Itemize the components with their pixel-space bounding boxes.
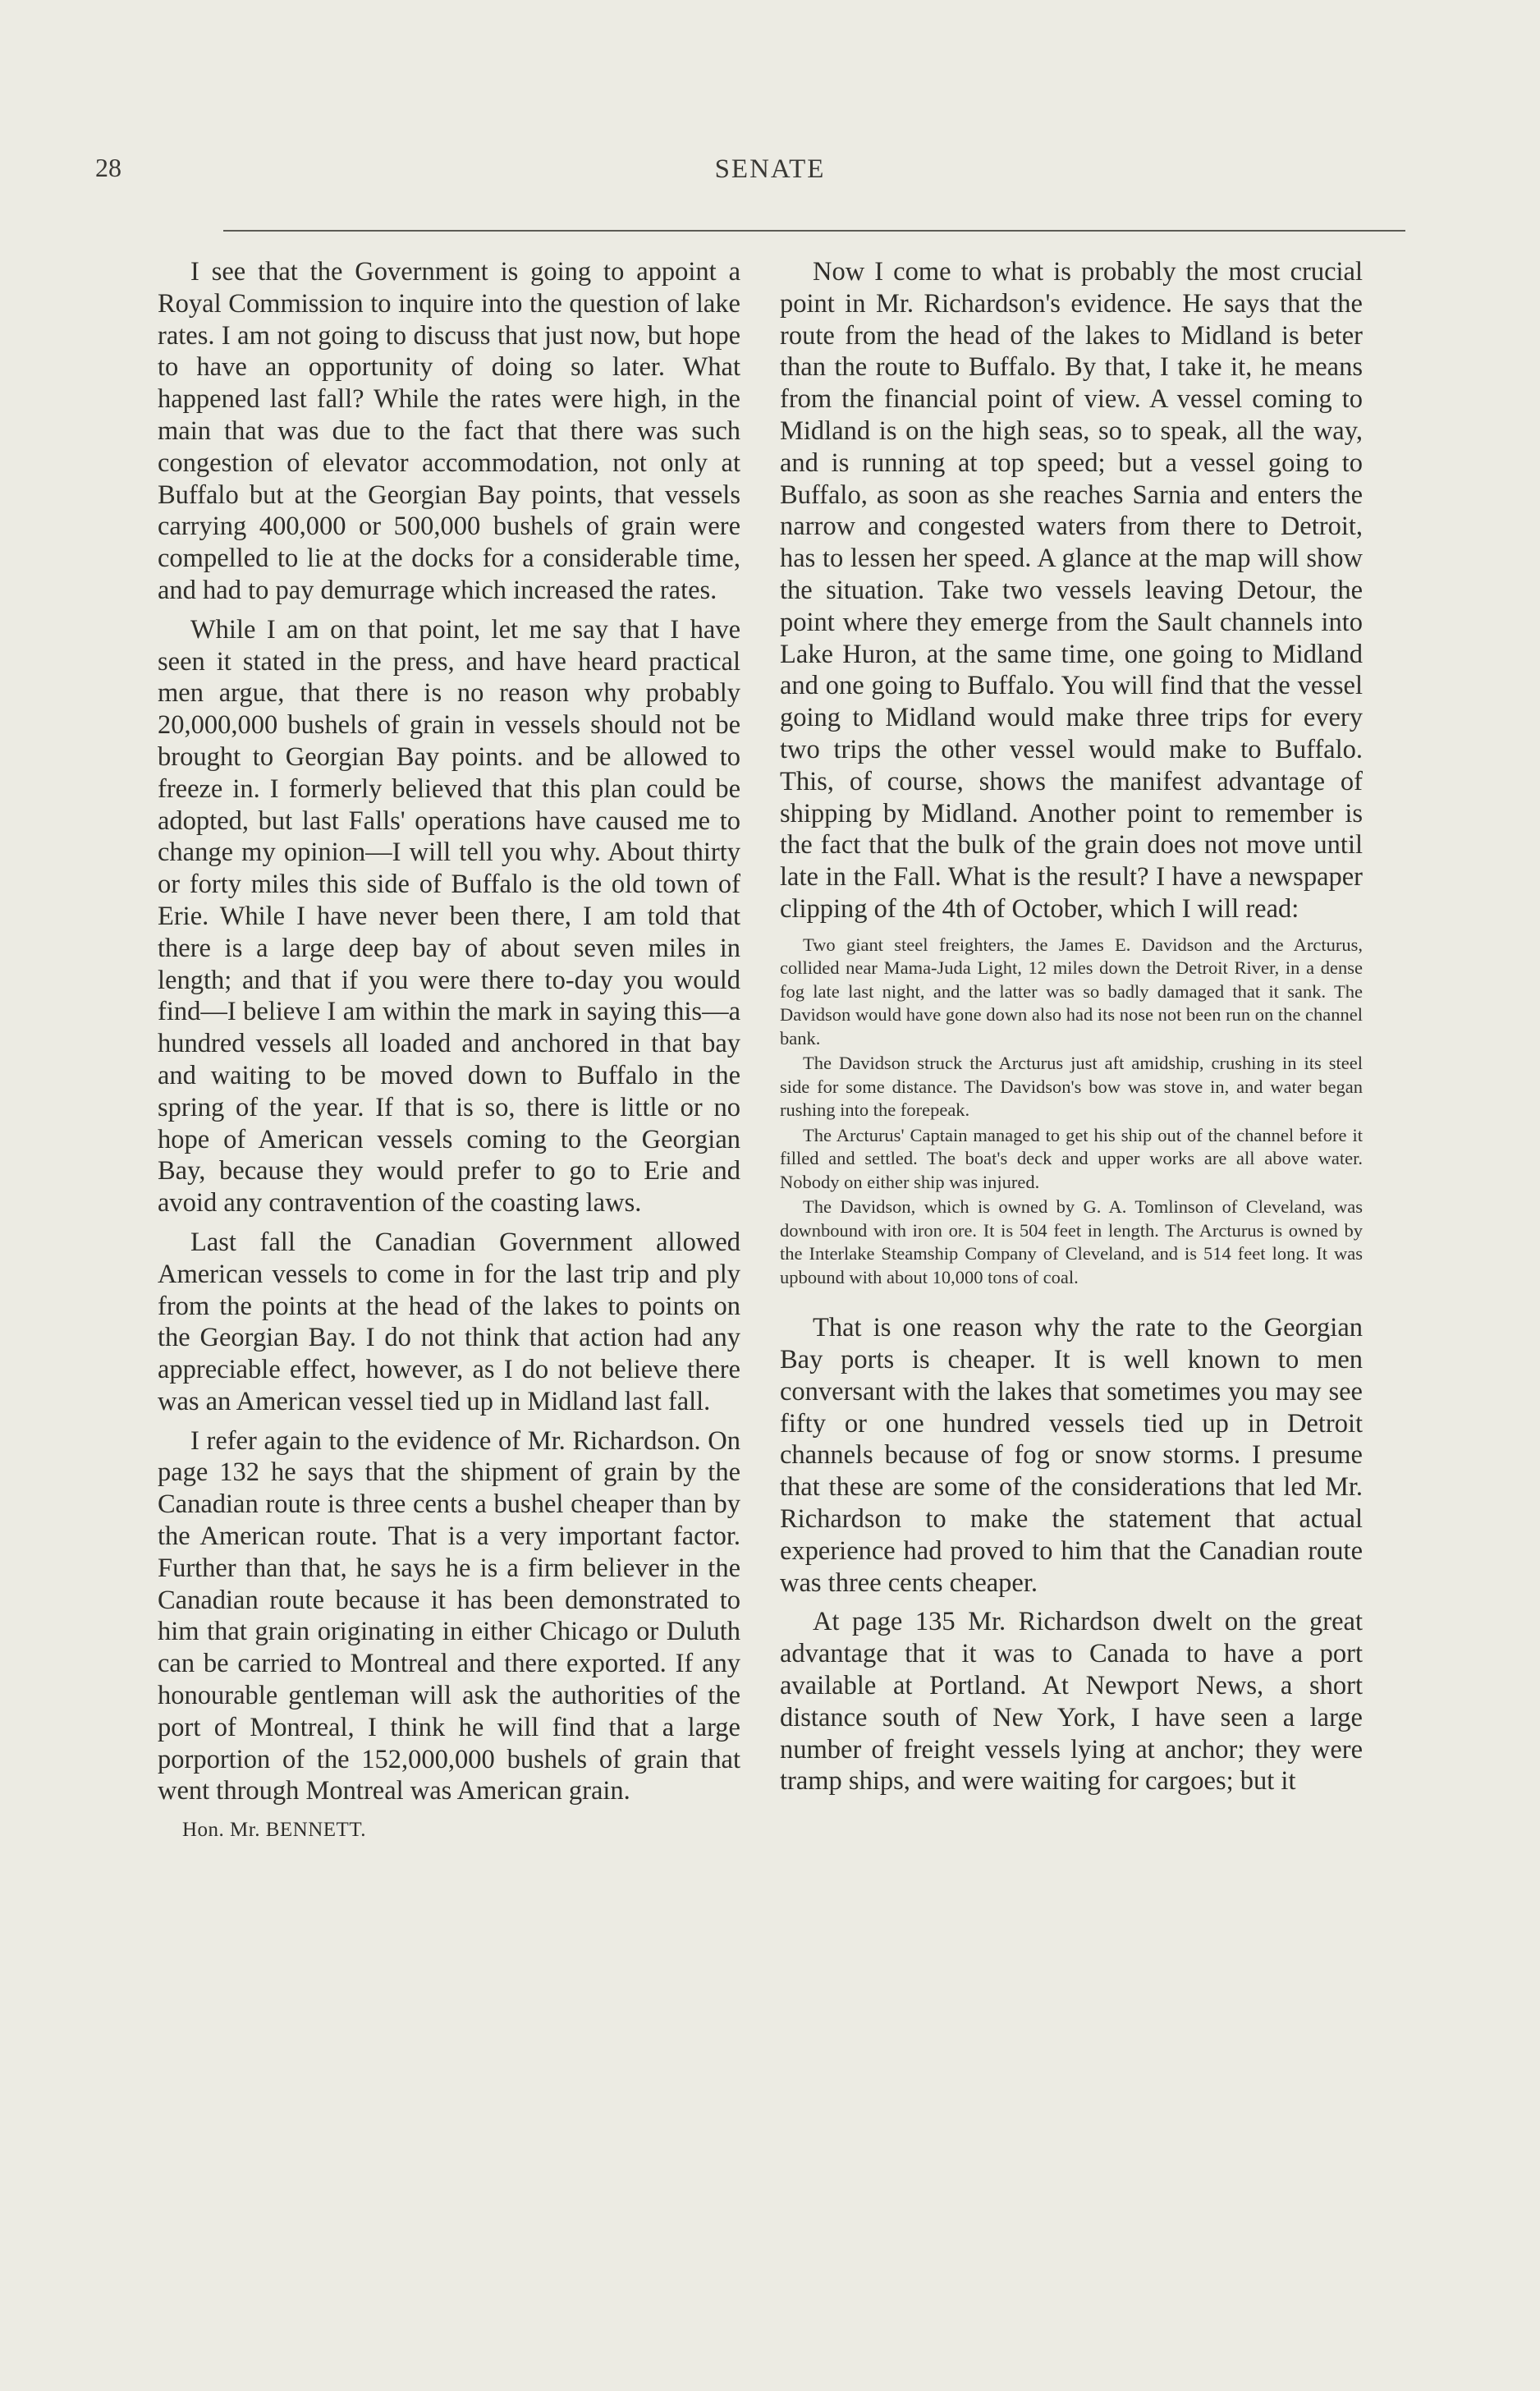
quote-paragraph-3: The Arcturus' Captain managed to get his ship out of the channel before it filled and settled. The boat's deck and upper works are all above water. Nobody on either ship was injured. — [780, 1124, 1363, 1192]
right-paragraph-1: Now I come to what is probably the most crucial point in Mr. Richardson's evidence. He says that the route from the head of the lakes to Midland is beter than the route to Buffalo. By that, I take it, he means from the financial point of view. A vessel coming to Midland is on the high seas, so to speak, all the way, and is running at top speed; but a vessel going to Buffalo, as soon as she reaches Sarnia and enters the narrow and congested waters from there to Detroit, has to lessen her speed. A glance at the map will show the situation. Take two vessels leaving Detour, the point where they emerge from the Sault channels into Lake Huron, at the same time, one going to Midland and one going to Buffalo. You will find that the vessel going to Midland would make three trips for every two trips the other vessel would make to Buffalo. This, of course, shows the manifest advantage of shipping by Midland. Another point to remember is the fact that the bulk of the grain does not move until late in the Fall. What is the result? I have a newspaper clipping of the 4th of October, which I will read: — [780, 257, 1363, 924]
quote-paragraph-4: The Davidson, which is owned by G. A. Tomlinson of Cleveland, was downbound with iron ore. It is 504 feet in length. The Arcturus is owned by the Interlake Steamship Company of Cleveland, and is 514 feet long. It was upbound with about 10,000 tons of coal. — [780, 1196, 1363, 1287]
left-column — [158, 256, 740, 1854]
page-number: 28 — [95, 153, 121, 182]
left-paragraph-3: Last fall the Canadian Government allowed American vessels to come in for the last trip and ply from the points at the head of the lakes to points on the Georgian Bay. I do not think that action had any appreciable effect, however, as I do not believe there was an American vessel tied up in Midland last fall. — [158, 1227, 740, 1416]
quote-paragraph-2: The Davidson struck the Arcturus just aft amidship, crushing in its steel side for some distance. The Davidson's bow was stove in, and water began rushing into the forepeak. — [780, 1053, 1363, 1121]
right-column — [780, 256, 1363, 1805]
left-paragraph-4: I refer again to the evidence of Mr. Richardson. On page 132 he says that the shipment of grain by the Canadian route is three cents a bushel cheaper than by the American route. That is a very important factor. Further than that, he says he is a firm believer in the Canadian route because it has been demonstrated to him that grain originating in either Chicago or Duluth can be carried to Montreal and there exported. If any honourable gentleman will ask the authorities of the port of Montreal, I think he will find that a large porportion of the 152,000,000 bushels of grain that went through Montreal was American grain. — [158, 1425, 740, 1806]
left-paragraph-2: While I am on that point, let me say that I have seen it stated in the press, and have heard practical men argue, that there is no reason why probably 20,000,000 bushels of grain in vessels should not be brought to Georgian Bay points. and be allowed to freeze in. I formerly believed that this plan could be adopted, but last Falls' operations have caused me to change my opinion—I will tell you why. About thirty or forty miles this side of Buffalo is the old town of Erie. While I have never been there, I am told that there is a large deep bay of about seven miles in length; and that if you were there to-day you would find—I believe I am within the mark in saying this—a hundred vessels all loaded and anchored in that bay and waiting to be moved down to Buffalo in the spring of the year. If that is so, there is little or no hope of American vessels coming to the Georgian Bay, because they would prefer to go to Erie and avoid any contravention of the coasting laws. — [158, 614, 740, 1218]
header-rule — [223, 230, 1405, 232]
speaker-signature: Hon. Mr. BENNETT. — [182, 1819, 366, 1842]
right-paragraph-2: That is one reason why the rate to the Georgian Bay ports is cheaper. It is well known to men conversant with the lakes that sometimes you may see fifty or one hundred vessels tied up in Detroit channels because of fog or snow storms. I presume that these are some of the considerations that led Mr. Richardson to make the statement that actual experience had proved to him that the Canadian route was three cents cheaper. — [780, 1313, 1363, 1598]
quote-paragraph-1: Two giant steel freighters, the James E. Davidson and the Arcturus, collided near Mama-Juda Light, 12 miles down the Detroit River, in a dense fog late last night, and the latter was so badly damaged that it sank. The Davidson would have gone down also had its nose not been run on the channel bank. — [780, 934, 1363, 1049]
right-paragraph-3: At page 135 Mr. Richardson dwelt on the great advantage that it was to Canada to have a port available at Portland. At Newport News, a short distance south of New York, I have seen a large number of freight vessels lying at anchor; they were tramp ships, and were waiting for cargoes; but it — [780, 1607, 1363, 1797]
running-head: SENATE — [714, 154, 826, 184]
newspaper-quote — [780, 934, 1363, 1290]
left-paragraph-1: I see that the Government is going to appoint a Royal Commission to inquire into the question of lake rates. I am not going to discuss that just now, but hope to have an opportunity of doing so later. What happened last fall? While the rates were high, in the main that was due to the fact that there was such congestion of elevator accommodation, not only at Buffalo but at the Georgian Bay points, that vessels carrying 400,000 or 500,000 bushels of grain were compelled to lie at the docks for a considerable time, and had to pay demurrage which increased the rates. — [158, 257, 740, 605]
